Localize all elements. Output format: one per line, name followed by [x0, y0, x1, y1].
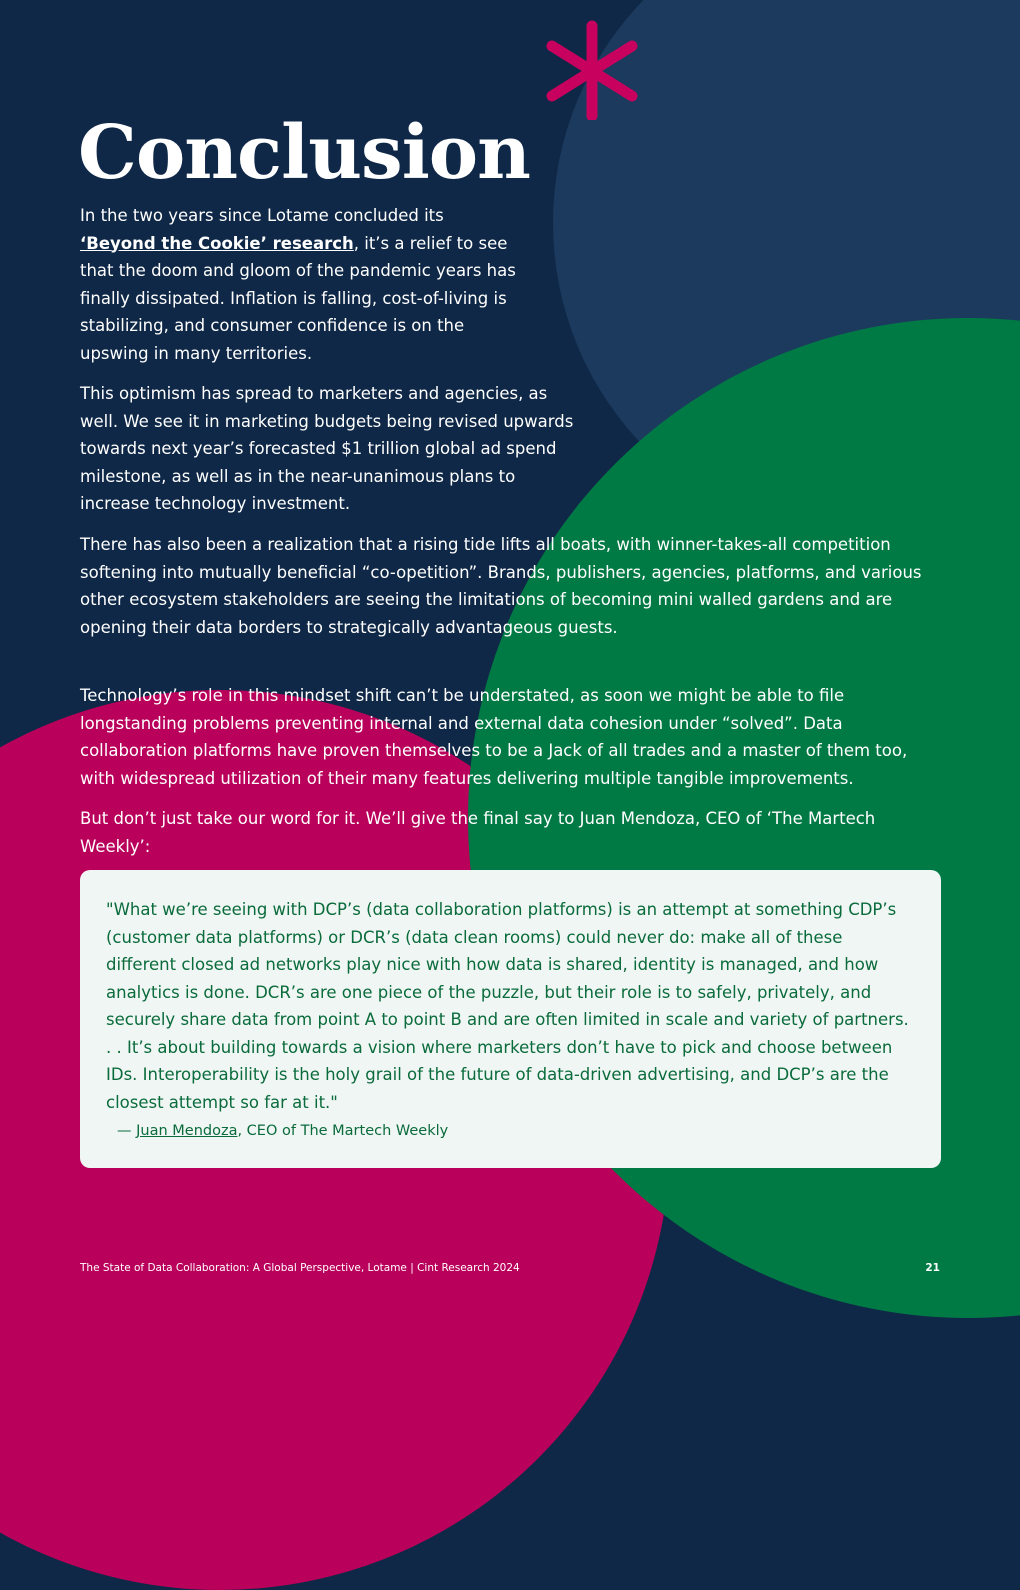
- body-paragraph-4: Technology’s role in this mindset shift can’t be understated, as soon we might be able to file longstanding problems preventing internal and external data cohesion under “solved”. Data collaboration platforms have proven themselves to be a Jack of all trades and a master of them too, with widespread utilization of their many features delivering multiple tangible improvements.: [80, 686, 908, 788]
- page-title: Conclusion: [78, 109, 530, 196]
- p1-text-after: , it’s a relief to see that the doom and gloom of the pandemic years has finally dissipated. Inflation is falling, cost-of-living is stabilizing, and consumer confidence is on the upswing in many territories.: [80, 233, 516, 363]
- body-paragraph-3: There has also been a realization that a rising tide lifts all boats, with winner-takes-all competition softening into mutually beneficial “co-opetition”. Brands, publishers, agencies, platforms, and various other ecosystem stakeholders are seeing the limitations of becoming mini walled gardens and are opening their data borders to strategically advantageous guests.: [80, 535, 922, 637]
- body-paragraph-1: [80, 202, 520, 367]
- attribution-name-link[interactable]: Juan Mendoza: [136, 1123, 238, 1139]
- quote-text: "What we’re seeing with DCP’s (data collaboration platforms) is an attempt at something CDP’s (customer data platforms) or DCR’s (data clean rooms) could never do: make all of these different closed ad networks play nice with how data is shared, identity is managed, and how analytics is done. DCR’s are one piece of the puzzle, but their role is to safely, privately, and securely share data from point A to point B and are often limited in scale and variety of partners. . . It’s about building towards a vision where marketers don’t have to pick and choose between IDs. Interoperability is the holy grail of the future of data-driven advertising, and DCP’s are the closest attempt so far at it.": [106, 900, 909, 1112]
- footer-text: The State of Data Collaboration: A Global Perspective, Lotame | Cint Research 2024: [80, 1262, 520, 1274]
- p1-text-before: In the two years since Lotame concluded its: [80, 206, 444, 225]
- page-number: 21: [925, 1262, 940, 1274]
- beyond-the-cookie-link[interactable]: ‘Beyond the Cookie’ research: [80, 233, 354, 253]
- body-paragraph-2: This optimism has spread to marketers and agencies, as well. We see it in marketing budgets being revised upwards towards next year’s forecasted $1 trillion global ad spend milestone, as well as in the near-unanimous plans to increase technology investment.: [80, 384, 574, 513]
- asterisk-icon: [540, 20, 640, 120]
- quote-attribution: [117, 1123, 448, 1139]
- attribution-role: , CEO of The Martech Weekly: [237, 1123, 449, 1139]
- attribution-dash: —: [117, 1123, 137, 1139]
- quote-card: [80, 870, 941, 1168]
- body-paragraph-5: But don’t just take our word for it. We’ll give the final say to Juan Mendoza, CEO of ‘The Martech Weekly’:: [80, 809, 876, 856]
